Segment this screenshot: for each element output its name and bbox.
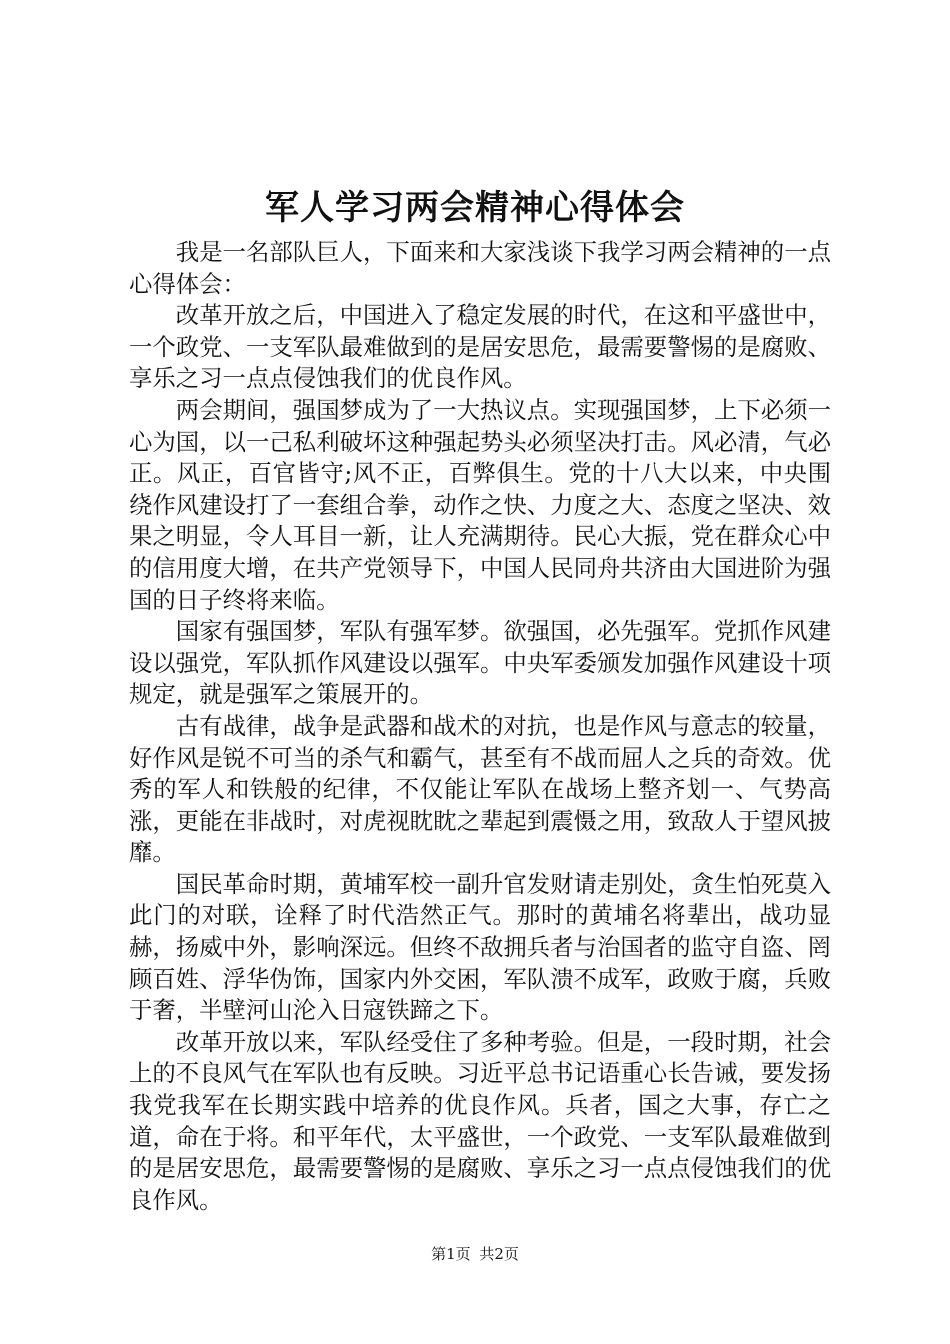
page-footer <box>0 1244 950 1264</box>
paragraph-5: 古有战律，战争是武器和战术的对抗，也是作风与意志的较量，好作风是锐不可当的杀气和霸气，甚至有不战而屈人之兵的奇效。优秀的军人和铁般的纪律，不仅能让军队在战场上整齐划一、气势高涨，更能在非战时，对虎视眈眈之辈起到震慑之用，致敌人于望风披靡。 <box>129 711 831 867</box>
page-number: 第1页 <box>431 1245 471 1263</box>
document-title: 军人学习两会精神心得体会 <box>265 188 685 228</box>
paragraph-6: 国民革命时期，黄埔军校一副升官发财请走别处，贪生怕死莫入此门的对联，诠释了时代浩然正气。那时的黄埔名将辈出，战功显赫，扬威中外，影响深远。但终不敌拥兵者与治国者的监守自盗、罔顾百姓、浮华伪饰，国家内外交困，军队溃不成军，政败于腐，兵败于奢，半壁河山沦入日寇铁蹄之下。 <box>129 869 831 1025</box>
paragraph-3: 两会期间，强国梦成为了一大热议点。实现强国梦，上下必须一心为国，以一己私利破坏这种强起势头必须坚决打击。风必清，气必正。风正，百官皆守;风不正，百弊俱生。党的十八大以来，中央围绕作风建设打了一套组合拳，动作之快、力度之大、态度之坚决、效果之明显，令人耳目一新，让人充满期待。民心大振，党在群众心中的信用度大增，在共产党领导下，中国人民同舟共济由大国进阶为强国的日子终将来临。 <box>129 395 831 614</box>
paragraph-2: 改革开放之后，中国进入了稳定发展的时代，在这和平盛世中，一个政党、一支军队最难做到的是居安思危，最需要警惕的是腐败、享乐之习一点点侵蚀我们的优良作风。 <box>129 301 831 393</box>
paragraph-4: 国家有强国梦，军队有强军梦。欲强国，必先强军。党抓作风建设以强党，军队抓作风建设以强军。中央军委颁发加强作风建设十项规定，就是强军之策展开的。 <box>129 617 831 709</box>
paragraph-1: 我是一名部队巨人，下面来和大家浅谈下我学习两会精神的一点心得体会： <box>129 238 831 298</box>
paragraph-7: 改革开放以来，军队经受住了多种考验。但是，一段时期，社会上的不良风气在军队也有反映。习近平总书记语重心长告诫，要发扬我党我军在长期实践中培养的优良作风。兵者，国之大事，存亡之道，命在于将。和平年代，太平盛世，一个政党、一支军队最难做到的是居安思危，最需要警惕的是腐败、享乐之习一点点侵蚀我们的优良作风。 <box>129 1027 831 1214</box>
page-total: 共2页 <box>479 1245 519 1263</box>
document-body <box>129 237 831 1216</box>
